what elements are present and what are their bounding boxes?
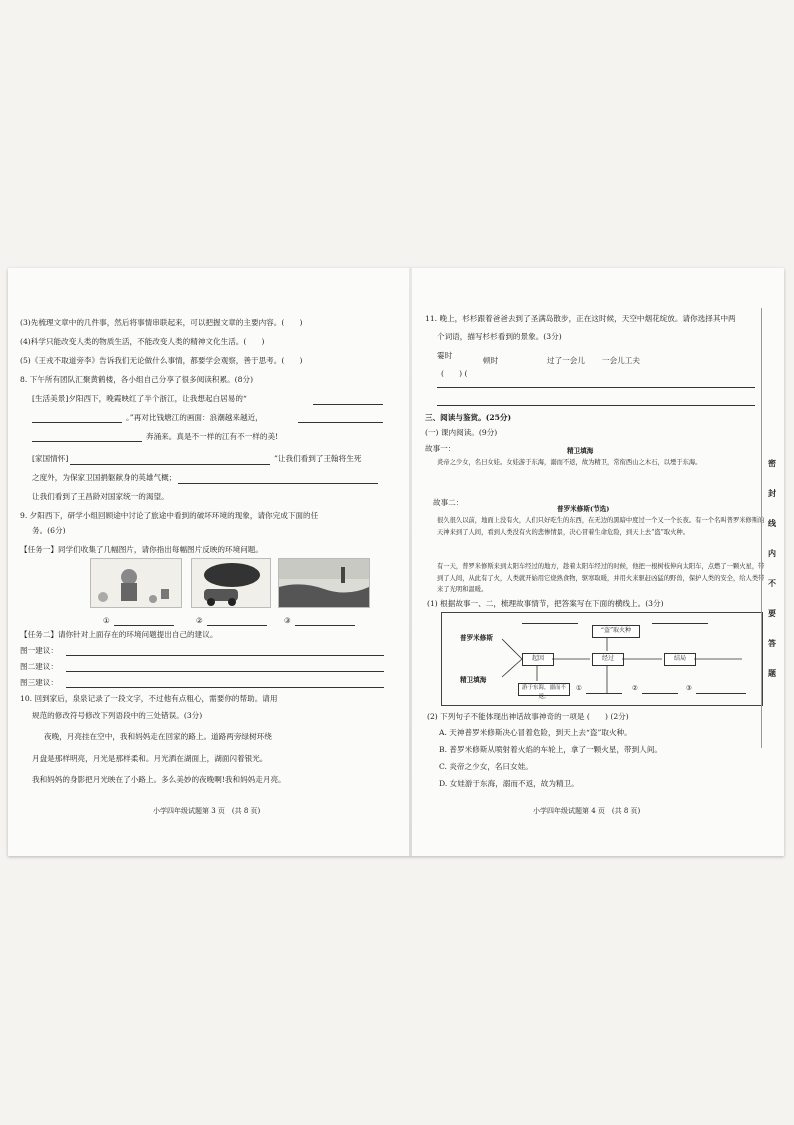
question-4: (4)科学只能改变人类的物质生活，不能改变人类的精神文化生活。( ) — [20, 337, 265, 346]
answer-line[interactable] — [437, 405, 755, 406]
page-4 — [413, 268, 784, 856]
question-3: (3)先梳理文章中的几件事，然后将事情串联起来，可以把握文章的主要内容。( ) — [20, 318, 303, 327]
seal-char: 题 — [768, 668, 776, 678]
answer-line[interactable] — [70, 464, 270, 465]
diagram-box-result: 结局 — [664, 653, 696, 666]
paragraph-line: 夜晚，月亮挂在空中，我和妈妈走在回家的路上。道路两旁绿树环绕 — [44, 732, 272, 741]
task-1: 【任务一】同学们收集了几幅图片，请你指出每幅图片反映的环境问题。 — [20, 545, 263, 554]
car-exhaust-icon — [192, 559, 270, 607]
home-line-1: [家国情怀] — [32, 454, 69, 463]
diagram-number: ③ — [686, 684, 692, 692]
polluted-water-icon — [279, 559, 369, 607]
paragraph-line: 月盘是那样明亮，月光是那样柔和。月光洒在湖面上，湖面闪着银光。 — [32, 754, 268, 763]
story-2-label: 故事二： — [433, 498, 464, 507]
seal-char: 答 — [768, 638, 776, 648]
answer-line[interactable] — [32, 422, 122, 423]
diagram-box-cause: 起因 — [522, 653, 554, 666]
answer-line[interactable] — [207, 625, 267, 626]
answer-line[interactable] — [32, 441, 142, 442]
suggestion-label: 图一建议： — [20, 646, 58, 655]
seal-char: 密 — [768, 458, 776, 468]
page-footer: 小学四年级试题第 3 页 (共 8 页) — [153, 807, 261, 815]
question-11: 11. 晚上，杉杉跟着爸爸去到了圣满岛散步，正在这时候，天空中烟花绽放。请你选择其中两 — [425, 314, 736, 323]
word-option: 霎时 — [437, 351, 453, 360]
seal-char: 内 — [768, 548, 776, 558]
blank-number: ③ — [284, 616, 291, 625]
word-option: 顿时 — [483, 356, 499, 365]
answer-line[interactable] — [66, 655, 384, 656]
question-11b: 个词语，描写杉杉看到的景象。(3分) — [437, 332, 562, 341]
page-3 — [8, 268, 406, 856]
paragraph-line: 我和妈妈的身影把月光映在了小路上。多么美妙的夜晚啊!我和妈妈走月亮。 — [32, 775, 286, 784]
home-line-3: 让我们看到了王昌龄对国家统一的渴望。 — [32, 492, 169, 501]
suggestion-label: 图二建议： — [20, 662, 58, 671]
answer-parens: ( ) ( — [441, 369, 468, 378]
answer-line[interactable] — [437, 387, 755, 388]
blank-number: ① — [103, 616, 110, 625]
answer-line[interactable] — [66, 687, 384, 688]
option-b: B. 普罗米修斯从喷射着火焰的车轮上，拿了一颗火星，带到人间。 — [439, 745, 663, 754]
option-c: C. 炎帝之少女，名曰女娃。 — [439, 762, 533, 771]
question-9b: 务。(6分) — [32, 526, 66, 535]
story-1-label: 故事一： — [425, 444, 456, 453]
scene-line-2: 。”再对比钱塘江的画面：浪潮越来越近， — [126, 413, 263, 422]
answer-line[interactable] — [313, 404, 383, 405]
question-8: 8. 下午所有团队汇聚黄鹤楼，各小组自己分享了很多阅读积累。(8分) — [20, 375, 254, 384]
option-d: D. 女娃游于东海，溺而不返，故为精卫。 — [439, 779, 579, 788]
task-2: 【任务二】请你针对上面存在的环境问题提出自己的建议。 — [20, 630, 218, 639]
diagram-arrows — [442, 613, 762, 705]
suggestion-label: 图三建议： — [20, 678, 58, 687]
diagram-row-label: 精卫填海 — [460, 676, 487, 684]
home-line-1b: ”让我们看到了王翰将生死 — [274, 454, 362, 463]
exam-paper — [8, 268, 784, 856]
story-1-title: 精卫填海 — [567, 447, 594, 455]
diagram-number: ① — [576, 684, 582, 692]
plot-diagram — [441, 612, 763, 706]
home-line-2: 之度外，为保家卫国捐躯献身的英雄气概； — [32, 473, 177, 482]
seal-char: 不 — [768, 578, 776, 588]
binding-margin — [761, 308, 784, 748]
story-2-paragraph-1: 很久很久以前，地面上没有火，人们只好吃生的东西，在无边的黑暗中度过一个又一个长夜。有一个名叫普罗米修斯的天神来到了人间，看到人类没有火的悲惨情景，决心冒着生命危险，到天上去“盗”取火种。 — [437, 517, 765, 536]
scene-line-1: [生活美景]夕阳西下，晚霞映红了半个浙江，让我想起白居易的“ — [32, 394, 247, 403]
word-option: 过了一会儿 — [547, 356, 585, 365]
word-option: 一会儿工夫 — [602, 356, 640, 365]
question-10b: 规范的修改符号修改下列语段中的三处错误。(3分) — [32, 711, 203, 720]
question-2: (2) 下列句子不能体现出神话故事神奇的一项是 ( ) (2分) — [427, 712, 629, 721]
answer-line[interactable] — [298, 422, 383, 423]
question-5: (5)《王戎不取道旁李》告诉我们无论做什么事情，都要学会观察，善于思考。( ) — [20, 356, 303, 365]
option-a: A. 天神普罗米修斯决心冒着危险，到天上去“盗”取火种。 — [439, 728, 632, 737]
answer-line[interactable] — [114, 625, 174, 626]
diagram-row-label: 普罗米修斯 — [460, 634, 493, 642]
litter-illustration-icon — [91, 559, 181, 607]
page-footer: 小学四年级试题第 4 页 (共 8 页) — [533, 807, 641, 815]
pollution-image-2 — [191, 558, 271, 608]
diagram-number: ② — [632, 684, 638, 692]
page-fold — [409, 268, 412, 856]
question-9: 9. 夕阳西下，研学小组回顾途中讨论了旅途中看到的破坏环境的现象，请你完成下面的任 — [20, 511, 319, 520]
diagram-box-steal: “盗”取火种 — [592, 625, 640, 638]
diagram-box-process: 经过 — [592, 653, 624, 666]
story-2-paragraph-2: 有一天，普罗米修斯来到太阳车经过的地方，趁着太阳车经过的时候，他把一根树枝伸向太阳车，点燃了一颗火星，带到了人间，从此有了火，人类就开始用它烧熟食物，驱寒取暖，并用火来驱赶凶猛的野兽，保护人类的安全，给人类带来了光明和温暖。 — [437, 563, 765, 593]
scene-line-3: 奔涌来。真是不一样的江有不一样的美! — [146, 432, 279, 441]
seal-char: 线 — [768, 518, 776, 528]
answer-line[interactable] — [178, 483, 378, 484]
pollution-image-1 — [90, 558, 182, 608]
answer-line[interactable] — [295, 625, 355, 626]
seal-char: 封 — [768, 488, 776, 498]
diagram-box-swim: 游于东海，溺而不返。 — [518, 683, 570, 696]
section-3-heading: 三、阅读与鉴赏。(25分) — [425, 413, 512, 422]
story-2-title: 普罗米修斯(节选) — [557, 505, 610, 513]
blank-number: ② — [196, 616, 203, 625]
subsection-heading: (一) 课内阅读。(9分) — [425, 428, 498, 437]
question-10: 10. 回到家后，泉泉记录了一段文字，不过他有点粗心，需要你的帮助。请用 — [20, 694, 278, 703]
seal-char: 要 — [768, 608, 776, 618]
story-1-text: 炎帝之少女，名曰女娃。女娃游于东海，溺而不返，故为精卫，常衔西山之木石，以堙于东海。 — [437, 459, 702, 466]
answer-line[interactable] — [66, 671, 384, 672]
pollution-image-3 — [278, 558, 370, 608]
question-1: (1) 根据故事一、二，梳理故事情节，把答案写在下面的横线上。(3分) — [427, 599, 664, 608]
